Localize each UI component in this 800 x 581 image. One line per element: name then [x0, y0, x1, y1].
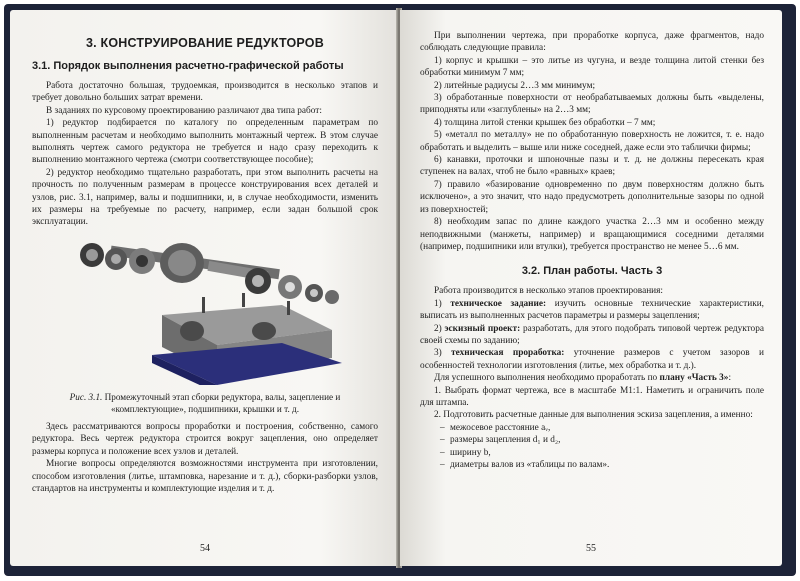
section-title: 3.2. План работы. Часть 3 [521, 265, 663, 278]
rule-item: 4) толщина литой стенки крышек без обработки – 7 мм; [434, 117, 656, 128]
paragraph: Работа производится в несколько этапов проектирования: [434, 286, 664, 297]
paragraph: Здесь рассматриваются вопросы проработки и построения, собственно, самого редуктора. Весь чертеж редуктора строится вокруг зацепления, оно определяет размеры корпуса и положение всех узлов и деталей. [32, 421, 378, 457]
paragraph: В заданиях по курсовому проектированию различают два типа работ: [46, 105, 322, 116]
gearbox-figure [32, 235, 378, 385]
rule-item: 2) литейные радиусы 2…3 мм минимум; [434, 80, 596, 91]
rule-item: 3) обработанные поверхности от необрабатываемых должны быть «выделены, приподняты или «заглублены» на 2…3 мм; [420, 93, 764, 116]
page-number: 55 [586, 543, 596, 554]
paragraph: Работа достаточно большая, трудоемкая, производится в несколько этапов и требует довольно больших затрат времени. [32, 81, 378, 104]
paragraph: Многие вопросы определяются возможностями инструмента при изготовлении, способом изготовления (литье, штамповка, нарезание и т. д.), сборки-разборки узлов, стандартов на инструменты и комплектующие изделия и т. д. [32, 459, 378, 494]
shaft-assembly [80, 243, 339, 304]
rule-item: 8) необходим запас по длине каждого участка 2…3 мм и особенно между неподвижными (манжеты, например) и вращающимися соседними деталями (например, подшипники или втулки), требуется пространство не менее 5…6 мм. [420, 217, 764, 252]
stage-number: 1) [434, 298, 451, 309]
gearbox-illustration [32, 235, 378, 385]
stage-item [420, 298, 764, 323]
stage-name: эскизный проект: [444, 323, 521, 334]
step-item: 2. Подготовить расчетные данные для выполнения эскиза зацепления, а именно: [434, 410, 753, 421]
list-item: – размеры зацепления d₁ и d₂, [450, 434, 764, 446]
rule-item: 6) канавки, проточки и шпоночные пазы и т. д. не должны пересекать края ступенек на валах, чтоб не было «равных» краев; [420, 155, 764, 178]
paragraph: При выполнении чертежа, при проработке корпуса, даже фрагментов, надо соблюдать следующие правила: [420, 31, 764, 54]
right-page [400, 10, 782, 566]
stage-name: техническая проработка: [451, 348, 565, 359]
plan-intro [420, 372, 764, 384]
stage-name: техническое задание: [450, 298, 547, 309]
stage-item [420, 323, 764, 348]
rule-item: 5) «металл по металлу» не по обработанную поверхность не ложится, т. е. надо обработать и выделить – выше или ниже соседней, даже если это таблички фирмы; [420, 130, 764, 153]
plan-intro-text: Для успешного выполнения необходимо проработать по [434, 373, 660, 384]
data-list [420, 422, 764, 472]
page-number: 54 [200, 543, 210, 554]
chapter-title: 3. КОНСТРУИРОВАНИЕ РЕДУКТОРОВ [86, 36, 324, 50]
stage-text: изучить основные технические характеристики, выписать из выполненных расчетов параметры и размеры зацепления; [420, 298, 765, 322]
figure-caption-label: Рис. 3.1. [69, 391, 103, 402]
stage-text: разработать, для этого подобрать типовой чертеж редуктора своей схемы по заданию; [420, 323, 764, 346]
paragraph: 2) редуктор необходимо тщательно разработать, при этом выполнить расчеты на прочность по полученным размерам в процессе конструирования всех деталей и узлов, рис. 3.1, например, валы и подшипники, и, в случае необходимости, изменить их размеры на требуемые по расчету, например, если задан большой срок эксплуатации. [32, 167, 378, 228]
section-title: 3.1. Порядок выполнения расчетно-графической работы [32, 60, 344, 72]
rule-item: 7) правило «базирование одновременно по двум поверхностям должно быть исключено», а это значит, что надо предусмотреть дополнительные зазоры по одной из поверхностей; [420, 179, 764, 215]
figure-caption [42, 391, 368, 415]
figure-caption-text: Промежуточный этап сборки редуктора, валы, зацепление и «комплектующие», подшипники, крышки и т. д. [104, 391, 341, 414]
rule-item: 1) корпус и крышки – это литье из чугуна, и везде толщина литой стенки без обработки минимум 7 мм; [420, 55, 764, 79]
stage-number: 2) [434, 323, 445, 334]
list-item: – ширину b, [450, 447, 764, 459]
paragraph: 1) редуктор подбирается по каталогу по определенным параметрам по выполненным расчетам и необходимо выполнить монтажный чертеж. В этом случае выполнять чертеж самого редуктора не требуется и надо сразу переходить к выполнению монтажного чертежа (смотри соответствующее пособие); [32, 118, 378, 166]
left-page [10, 10, 398, 566]
list-item: – диаметры валов из «таблицы по валам». [450, 459, 764, 471]
stage-item [420, 347, 764, 372]
gearbox-housing [152, 293, 342, 385]
list-item: – межосевое расстояние aᵥ, [450, 422, 764, 434]
stage-number: 3) [434, 348, 452, 359]
plan-intro-end: : [728, 373, 732, 384]
step-item: 1. Выбрать формат чертежа, все в масштабе М1:1. Наметить и ограничить поле для штампа. [420, 385, 764, 408]
stage-text: уточнение размеров с учетом зазоров и особенностей технологии изготовления (литье, мех обработка и т. д.). [420, 348, 764, 371]
plan-name: плану «Часть 3» [659, 373, 729, 384]
